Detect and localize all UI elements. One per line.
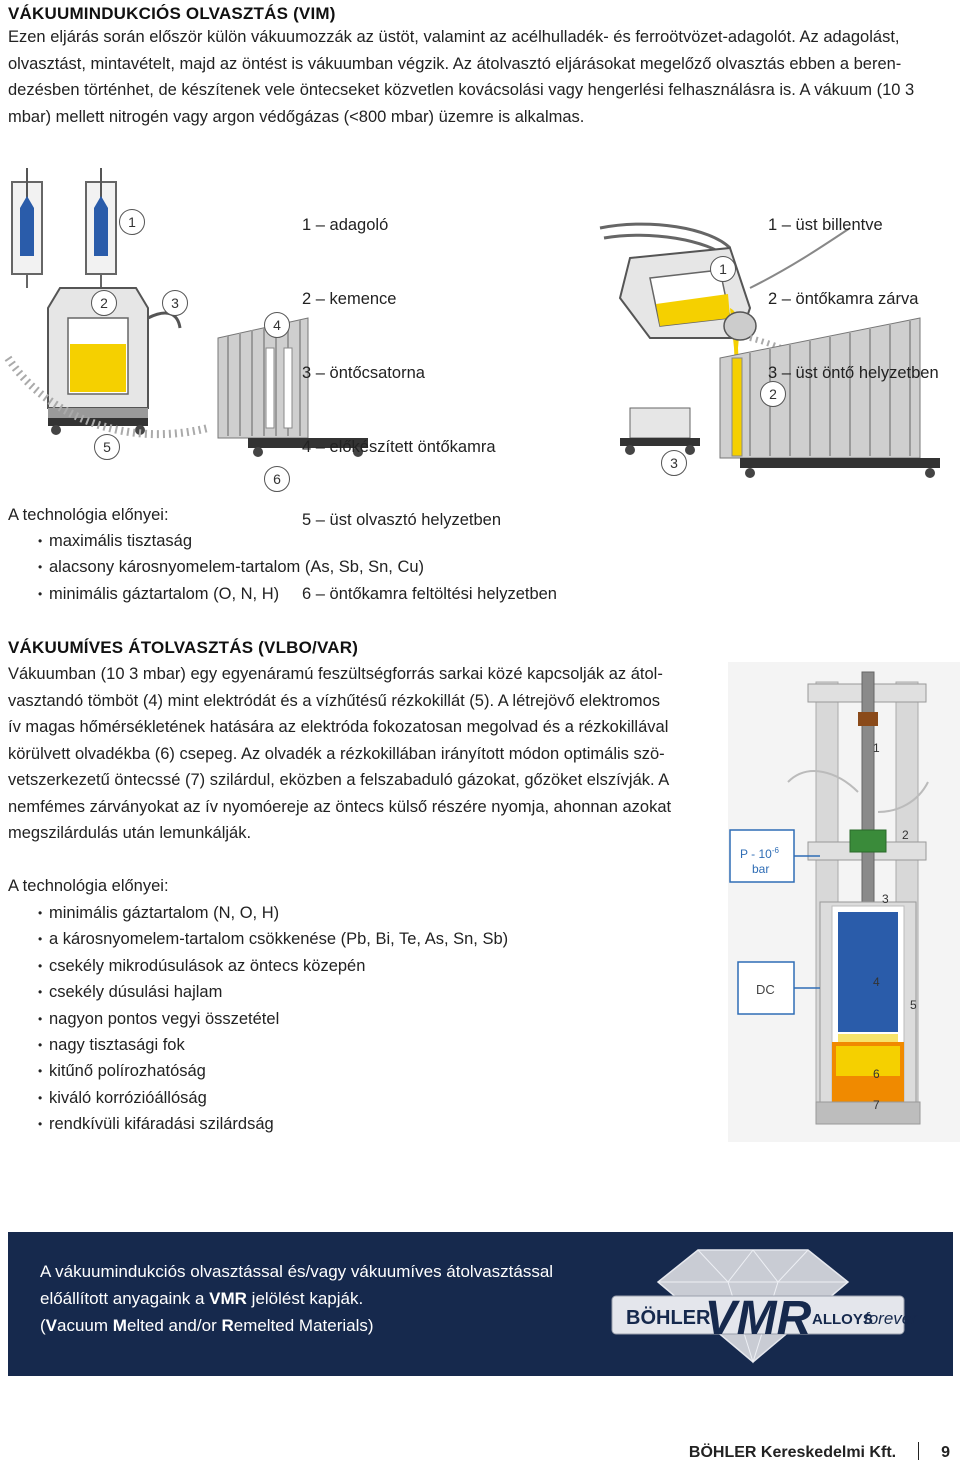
banner-text-part: jelölést kapják. bbox=[246, 1289, 364, 1308]
page-footer bbox=[689, 1442, 950, 1462]
banner-line bbox=[40, 1312, 553, 1339]
banner-text-part: elted and/or bbox=[126, 1316, 222, 1335]
diagram-right-number-1: 1 bbox=[710, 256, 736, 282]
vim-paragraph-line: mbar) mellett nitrogén vagy argon védőgázas (<800 mbar) üzemre is alkalmas. bbox=[8, 107, 585, 126]
logo-center-word: VMR bbox=[704, 1292, 812, 1345]
logo-script-word: forever bbox=[864, 1309, 917, 1328]
var-number-3: 3 bbox=[882, 892, 889, 906]
var-number-1: 1 bbox=[873, 741, 880, 755]
banner-text bbox=[40, 1258, 553, 1339]
legend-item: 6 – öntőkamra feltöltési helyzetben bbox=[302, 585, 557, 604]
list-item: • rendkívüli kifáradási szilárdság bbox=[38, 1111, 508, 1137]
vim-legend-right bbox=[768, 164, 939, 410]
dc-label: DC bbox=[756, 982, 775, 997]
var-number-7: 7 bbox=[873, 1098, 880, 1112]
vim-paragraph-line: dezésben történhet, de készítenek vele öntecseket közvetlen kovácsolási vagy hengerlési felhasználásra is. A vákuum (10 3 bbox=[8, 81, 915, 99]
diagram-right-number-3: 3 bbox=[661, 450, 687, 476]
var-paragraph-line: vasztandó tömböt (4) mint elektródát és a vízhűtésű rézkokillát (5). A létrejövő elektromos bbox=[8, 691, 661, 710]
page-number: 9 bbox=[941, 1444, 950, 1461]
diagram-right-number-2: 2 bbox=[760, 381, 786, 407]
list-item: • kitűnő polírozhatóság bbox=[38, 1058, 508, 1084]
var-number-6: 6 bbox=[873, 1067, 880, 1081]
legend-item: 3 – üst öntő helyzetben bbox=[768, 363, 939, 382]
diagram-number-4: 4 bbox=[264, 312, 290, 338]
vim-paragraph-line: olvasztást, mintavételt, majd az öntést is vákuumban végzik. Az átolvasztó eljárásokat megelőző olvasztás ebben a beren- bbox=[8, 54, 902, 73]
vim-section-title: VÁKUUMINDUKCIÓS OLVASZTÁS (VIM) bbox=[8, 4, 336, 23]
banner-letter-bold: V bbox=[45, 1316, 58, 1335]
banner-line: A vákuumindukciós olvasztással és/vagy vákuumíves átolvasztással bbox=[40, 1262, 554, 1281]
var-paragraph-line: körülvett olvadékba (6) csepeg. Az olvadék a rézkokillában irányított módon optimális szö- bbox=[8, 744, 665, 763]
var-paragraph bbox=[8, 661, 708, 847]
vmr-banner bbox=[8, 1232, 953, 1376]
list-item: • minimális gáztartalom (N, O, H) bbox=[38, 900, 508, 926]
pressure-value: P - 10 bbox=[740, 847, 772, 861]
legend-item: 1 – üst billentve bbox=[768, 216, 883, 235]
banner-text-part: acuum bbox=[57, 1316, 113, 1335]
var-furnace-diagram bbox=[728, 662, 960, 1142]
var-advantages-list bbox=[38, 900, 508, 1138]
banner-letter-bold: M bbox=[112, 1316, 127, 1335]
vim-advantages-list bbox=[38, 528, 424, 607]
var-paragraph-line: vetszerkezetű öntecssé (7) szilárdul, eközben a felszabaduló gázokat, gőzöket elszívják. A bbox=[8, 771, 670, 789]
list-item: • csekély dúsulási hajlam bbox=[38, 979, 508, 1005]
banner-letter-bold: R bbox=[221, 1316, 234, 1335]
diagram-number-5: 5 bbox=[94, 434, 120, 460]
var-section-title: VÁKUUMÍVES ÁTOLVASZTÁS (VLBO/VAR) bbox=[8, 638, 359, 657]
vim-advantages-title: A technológia előnyei: bbox=[8, 506, 169, 524]
list-item: • alacsony károsnyomelem-tartalom (As, Sb, Sn, Cu) bbox=[38, 554, 424, 580]
list-item: • minimális gáztartalom (O, N, H) bbox=[38, 581, 424, 607]
banner-text-part: előállított anyagaink a bbox=[40, 1289, 210, 1308]
pressure-label bbox=[740, 846, 779, 861]
pressure-exponent: -6 bbox=[771, 846, 779, 855]
var-number-2: 2 bbox=[902, 828, 909, 842]
logo-left-word: BÖHLER bbox=[626, 1307, 711, 1329]
diagram-number-3: 3 bbox=[162, 290, 188, 316]
var-paragraph-line: ív magas hőmérsékletének hatására az elektróda fokozatosan megolvad és a rézkokillával bbox=[8, 718, 669, 736]
var-number-4: 4 bbox=[873, 975, 880, 989]
vim-paragraph-line: Ezen eljárás során először külön vákuumozzák az üstöt, valamint az acélhulladék- és ferroötvözet-adagolót. Az adagolást, bbox=[8, 28, 900, 46]
diagram-number-1: 1 bbox=[119, 209, 145, 235]
footer-divider bbox=[918, 1442, 919, 1460]
list-item: • nagy tisztasági fok bbox=[38, 1032, 508, 1058]
var-paragraph-line: Vákuumban (10 3 mbar) egy egyenáramú feszültségforrás sarkai közé kapcsolják az átol- bbox=[8, 665, 663, 683]
var-number-5: 5 bbox=[910, 998, 917, 1012]
pressure-unit: bar bbox=[752, 862, 770, 876]
var-paragraph-line: nemfémes zárványokat az ív nyomóereje az öntecs külső részére nyomja, ahonnan azokat bbox=[8, 797, 672, 816]
list-item: • maximális tisztaság bbox=[38, 528, 424, 554]
legend-item: 5 – üst olvasztó helyzetben bbox=[302, 511, 502, 530]
list-item: • kiváló korrózióállóság bbox=[38, 1085, 508, 1111]
legend-item: 2 – kemence bbox=[302, 289, 397, 308]
legend-item: 4 – előkészített öntőkamra bbox=[302, 437, 496, 456]
diagram-number-6: 6 bbox=[264, 466, 290, 492]
vmr-logo bbox=[608, 1242, 917, 1366]
list-item: • csekély mikrodúsulások az öntecs közepén bbox=[38, 953, 508, 979]
banner-vmr-bold: VMR bbox=[209, 1289, 247, 1308]
list-item: • nagyon pontos vegyi összetétel bbox=[38, 1006, 508, 1032]
vim-paragraph bbox=[8, 24, 953, 130]
var-paragraph-line: megszilárdulás után lemunkálják. bbox=[8, 824, 252, 842]
diagram-number-2: 2 bbox=[91, 290, 117, 316]
legend-item: 3 – öntőcsatorna bbox=[302, 363, 425, 382]
legend-item: 2 – öntőkamra zárva bbox=[768, 289, 919, 308]
banner-text-part: ( bbox=[40, 1316, 46, 1335]
banner-text-part: emelted Materials) bbox=[233, 1316, 374, 1335]
legend-item: 1 – adagoló bbox=[302, 216, 389, 235]
banner-line bbox=[40, 1285, 553, 1312]
list-item: • a károsnyomelem-tartalom csökkenése (Pb, Bi, Te, As, Sn, Sb) bbox=[38, 926, 508, 952]
var-advantages-title: A technológia előnyei: bbox=[8, 877, 169, 895]
footer-company: BÖHLER Kereskedelmi Kft. bbox=[688, 1444, 897, 1461]
logo-right-word: ALLOYS bbox=[812, 1311, 873, 1328]
